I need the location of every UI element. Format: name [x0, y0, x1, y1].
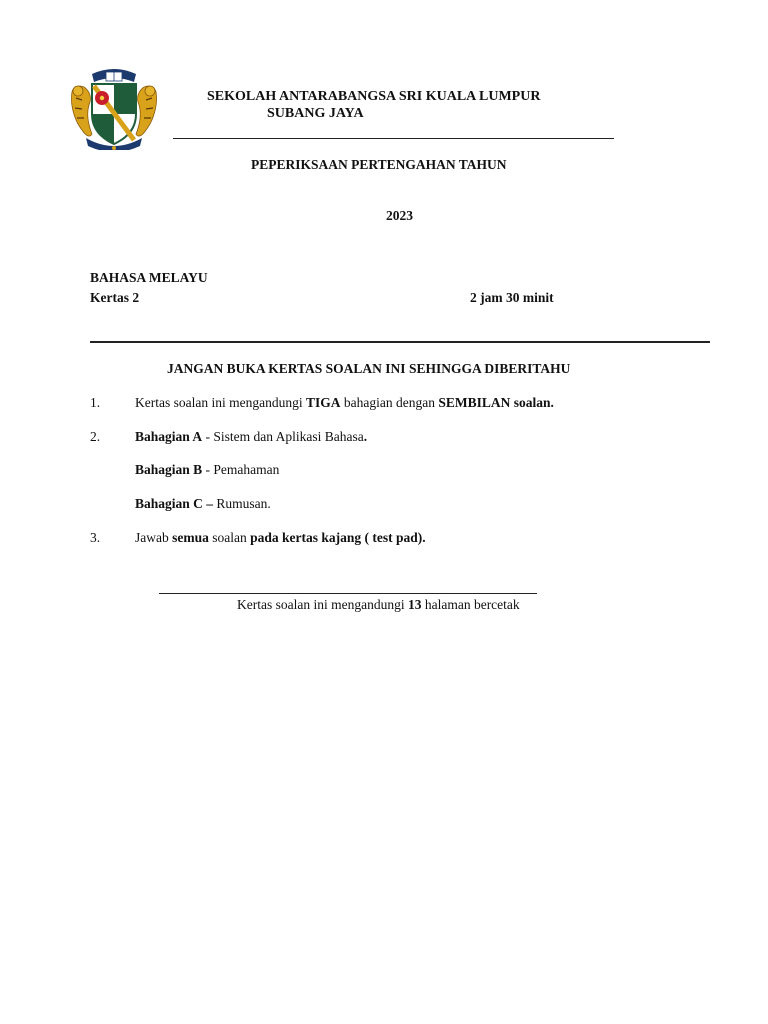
- paper-number: Kertas 2: [90, 290, 140, 305]
- subject-name: BAHASA MELAYU: [90, 270, 208, 285]
- page-count-note: Kertas soalan ini mengandungi 13 halaman bercetak: [237, 597, 520, 612]
- section-c-line: Bahagian C – Rumusan.: [135, 496, 271, 511]
- item-2-number: 2.: [90, 429, 101, 444]
- item-1-text: Kertas soalan ini mengandungi TIGA bahagian dengan SEMBILAN soalan.: [135, 395, 554, 410]
- item-1-number: 1.: [90, 395, 101, 410]
- item-3-text: Jawab semua soalan pada kertas kajang ( test pad).: [135, 530, 426, 545]
- school-name: SEKOLAH ANTARABANGSA SRI KUALA LUMPUR: [207, 89, 541, 104]
- school-crest-icon: [68, 64, 160, 150]
- section-a-line: Bahagian A - Sistem dan Aplikasi Bahasa.: [135, 429, 368, 444]
- section-divider: [90, 341, 710, 343]
- header-divider: [173, 138, 614, 139]
- exam-duration: 2 jam 30 minit: [470, 290, 554, 305]
- exam-year: 2023: [386, 208, 413, 223]
- footer-divider: [159, 593, 537, 594]
- exam-title: PEPERIKSAAN PERTENGAHAN TAHUN: [251, 157, 507, 172]
- item-3-number: 3.: [90, 530, 101, 545]
- school-location: SUBANG JAYA: [267, 106, 364, 121]
- warning-text: JANGAN BUKA KERTAS SOALAN INI SEHINGGA DIBERITAHU: [167, 361, 571, 376]
- section-b-line: Bahagian B - Pemahaman: [135, 462, 280, 477]
